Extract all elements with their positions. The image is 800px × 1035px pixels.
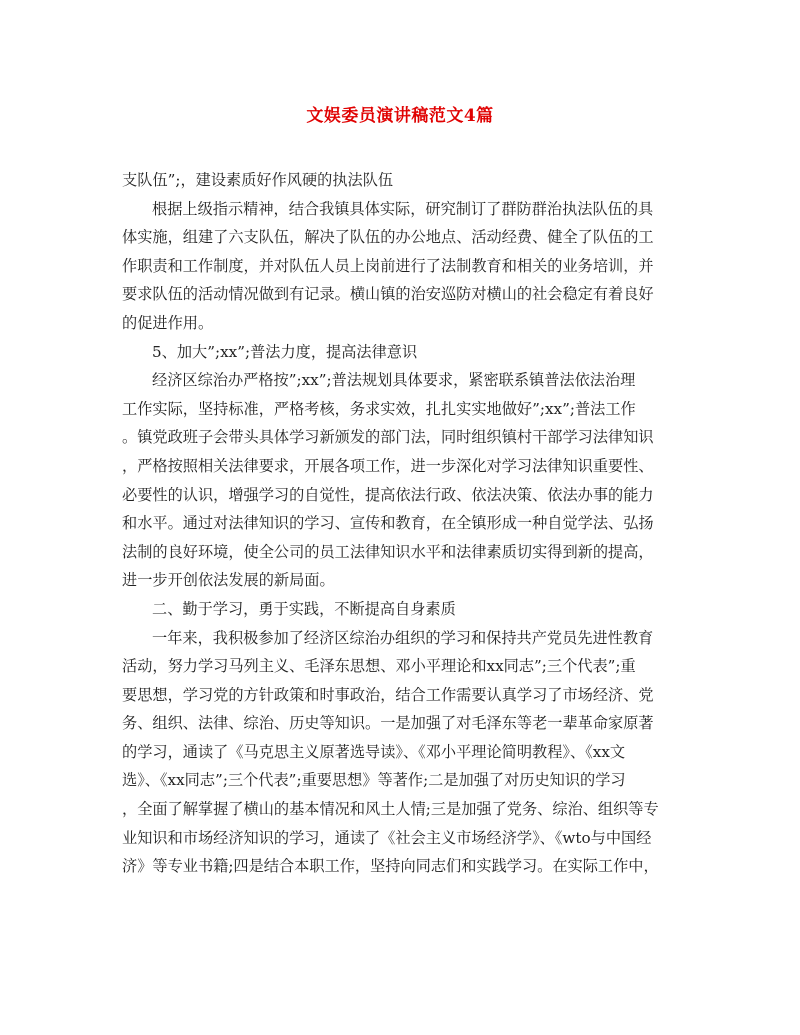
body-line: 5、加大”;xx”;普法力度，提高法律意识	[152, 342, 418, 361]
body-line: 工作实际，坚持标准，严格考核，务求实效，扎扎实实地做好”;xx”;普法工作	[122, 399, 636, 418]
body-line: 和水平。通过对法律知识的学习、宣传和教育，在全镇形成一种自觉学法、弘扬	[122, 514, 654, 533]
body-line: 根据上级指示精神，结合我镇具体实际，研究制订了群防群治执法队伍的具	[152, 199, 654, 218]
body-line: 一年来，我积极参加了经济区综治办组织的学习和保持共产党员先进性教育	[152, 628, 654, 647]
body-line: 要求队伍的活动情况做到有记录。横山镇的治安巡防对横山的社会稳定有着良好	[122, 285, 654, 304]
document-title: 文娱委员演讲稿范文4篇	[306, 106, 494, 126]
body-line: 二、勤于学习，勇于实践，不断提高自身素质	[152, 599, 456, 618]
body-line: 的学习，通读了《马克思主义原著选导读》、《邓小平理论简明教程》、《xx文	[122, 742, 626, 761]
body-line: 体实施，组建了六支队伍，解决了队伍的办公地点、活动经费、健全了队伍的工	[122, 228, 654, 247]
body-line: 。镇党政班子会带头具体学习新颁发的部门法，同时组织镇村干部学习法律知识	[122, 428, 654, 447]
body-line: 的促进作用。	[122, 313, 214, 332]
body-line: 活动，努力学习马列主义、毛泽东思想、邓小平理论和xx同志”;三个代表”;重	[122, 657, 636, 676]
body-line: ，全面了解掌握了横山的基本情况和风土人情;三是加强了党务、综治、组织等专	[122, 800, 659, 819]
body-line: 必要性的认识，增强学习的自觉性，提高依法行政、依法决策、依法办事的能力	[122, 485, 654, 504]
body-line: 支队伍”;，建设素质好作风硬的执法队伍	[122, 171, 394, 189]
body-line: 业知识和市场经济知识的学习，通读了《社会主义市场经济学》、《wto与中国经	[122, 828, 652, 847]
body-line: 作职责和工作制度，并对队伍人员上岗前进行了法制教育和相关的业务培训，并	[122, 256, 654, 275]
body-line: 选》、《xx同志”;三个代表”;重要思想》等著作;二是加强了对历史知识的学习	[122, 771, 626, 790]
body-line: 经济区综治办严格按”;xx”;普法规划具体要求，紧密联系镇普法依法治理	[152, 371, 636, 390]
document-body	[122, 166, 682, 881]
body-line: 进一步开创依法发展的新局面。	[122, 571, 335, 590]
body-line: 务、组织、法律、综治、历史等知识。一是加强了对毛泽东等老一辈革命家原著	[122, 714, 654, 733]
body-line: ，严格按照相关法律要求，开展各项工作，进一步深化对学习法律知识重要性、	[122, 456, 654, 475]
body-line: 法制的良好环境，使全公司的员工法律知识水平和法律素质切实得到新的提高，	[122, 542, 654, 561]
body-line: 要思想，学习党的方针政策和时事政治，结合工作需要认真学习了市场经济、党	[122, 685, 654, 704]
body-line: 济》等专业书籍;四是结合本职工作，坚持向同志们和实践学习。在实际工作中，	[122, 857, 659, 876]
